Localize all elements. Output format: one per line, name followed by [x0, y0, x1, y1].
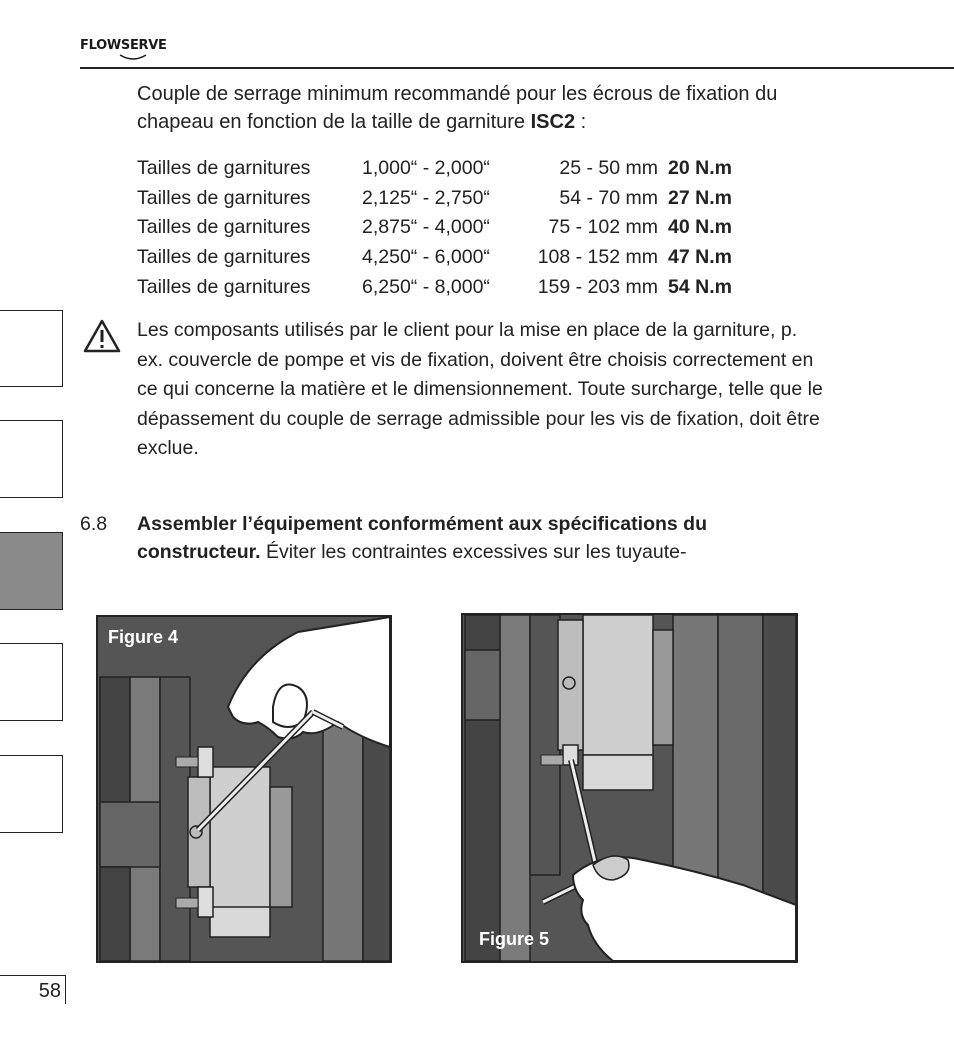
- torque-value: 47 N.m: [668, 246, 732, 269]
- figure-5-illustration: [463, 615, 796, 961]
- torque-row: [137, 243, 732, 273]
- torque-mm-range: 159 - 203 mm: [537, 275, 658, 298]
- torque-mm-range: 108 - 152 mm: [537, 246, 658, 269]
- torque-label: Tailles de garnitures: [137, 246, 311, 269]
- torque-row: [137, 184, 732, 214]
- torque-label: Tailles de garnitures: [137, 275, 311, 298]
- intro-paragraph: [137, 80, 817, 136]
- header-rule: [80, 67, 954, 69]
- torque-value: 27 N.m: [668, 186, 732, 209]
- torque-mm-range: 54 - 70 mm: [559, 186, 658, 209]
- torque-inch-range: 2,125“ - 2,750“: [362, 186, 490, 209]
- torque-label: Tailles de garnitures: [137, 216, 311, 239]
- torque-value: 54 N.m: [668, 275, 732, 298]
- figure-5-label: Figure 5: [479, 929, 550, 949]
- torque-label: Tailles de garnitures: [137, 157, 311, 179]
- chapter-tab-2[interactable]: [0, 420, 63, 498]
- figure-4-label: Figure 4: [108, 627, 179, 647]
- torque-label: Tailles de garnitures: [137, 186, 311, 209]
- section-bold: Assembler l’équipement conformément aux spécifications du constructeur.: [137, 513, 707, 563]
- intro-tail: :: [575, 111, 587, 133]
- section-paragraph: [137, 510, 827, 566]
- logo-swoosh-icon: [118, 53, 148, 63]
- figure-4-illustration: [98, 617, 390, 961]
- torque-table: [137, 154, 732, 303]
- chapter-tab-4[interactable]: [0, 643, 63, 721]
- chapter-tab-5[interactable]: [0, 755, 63, 833]
- torque-value: 40 N.m: [668, 216, 732, 239]
- page-number: 58: [0, 975, 66, 1004]
- intro-text: Couple de serrage minimum recommandé pour les écrous de fixation du chapeau en fonction de la taille de garniture: [137, 83, 778, 133]
- section-text: Éviter les contraintes excessives sur les tuyaute-: [260, 541, 687, 563]
- torque-row: [137, 154, 732, 184]
- chapter-tab-1[interactable]: [0, 310, 63, 387]
- torque-row: [137, 213, 732, 243]
- torque-mm-range: 75 - 102 mm: [548, 216, 658, 239]
- figure-5: [461, 613, 798, 963]
- figure-4: [96, 615, 392, 963]
- torque-mm-range: 25 - 50 mm: [559, 157, 658, 179]
- torque-row: [137, 273, 732, 303]
- warning-text: Les composants utilisés par le client pour la mise en place de la garniture, p. ex. couvercle de pompe et vis de fixation, doivent être choisis correctement en ce qui concerne la matière et le dimensionnement. Toute surcharge, telle que le dépassement du couple de serrage admissible pour les vis de fixation, doit être exclue.: [137, 319, 823, 459]
- torque-inch-range: 6,250“ - 8,000“: [362, 275, 490, 298]
- flowserve-logo: FLOWSERVE: [80, 38, 167, 53]
- torque-inch-range: 4,250“ - 6,000“: [362, 246, 490, 269]
- warning-triangle-icon: [82, 318, 122, 354]
- chapter-tab-3-active[interactable]: [0, 532, 63, 610]
- torque-inch-range: 2,875“ - 4,000“: [362, 216, 490, 239]
- torque-value: 20 N.m: [668, 157, 732, 179]
- intro-bold: ISC2: [530, 111, 576, 133]
- torque-inch-range: 1,000“ - 2,000“: [362, 157, 490, 179]
- section-number: 6.8: [80, 513, 108, 535]
